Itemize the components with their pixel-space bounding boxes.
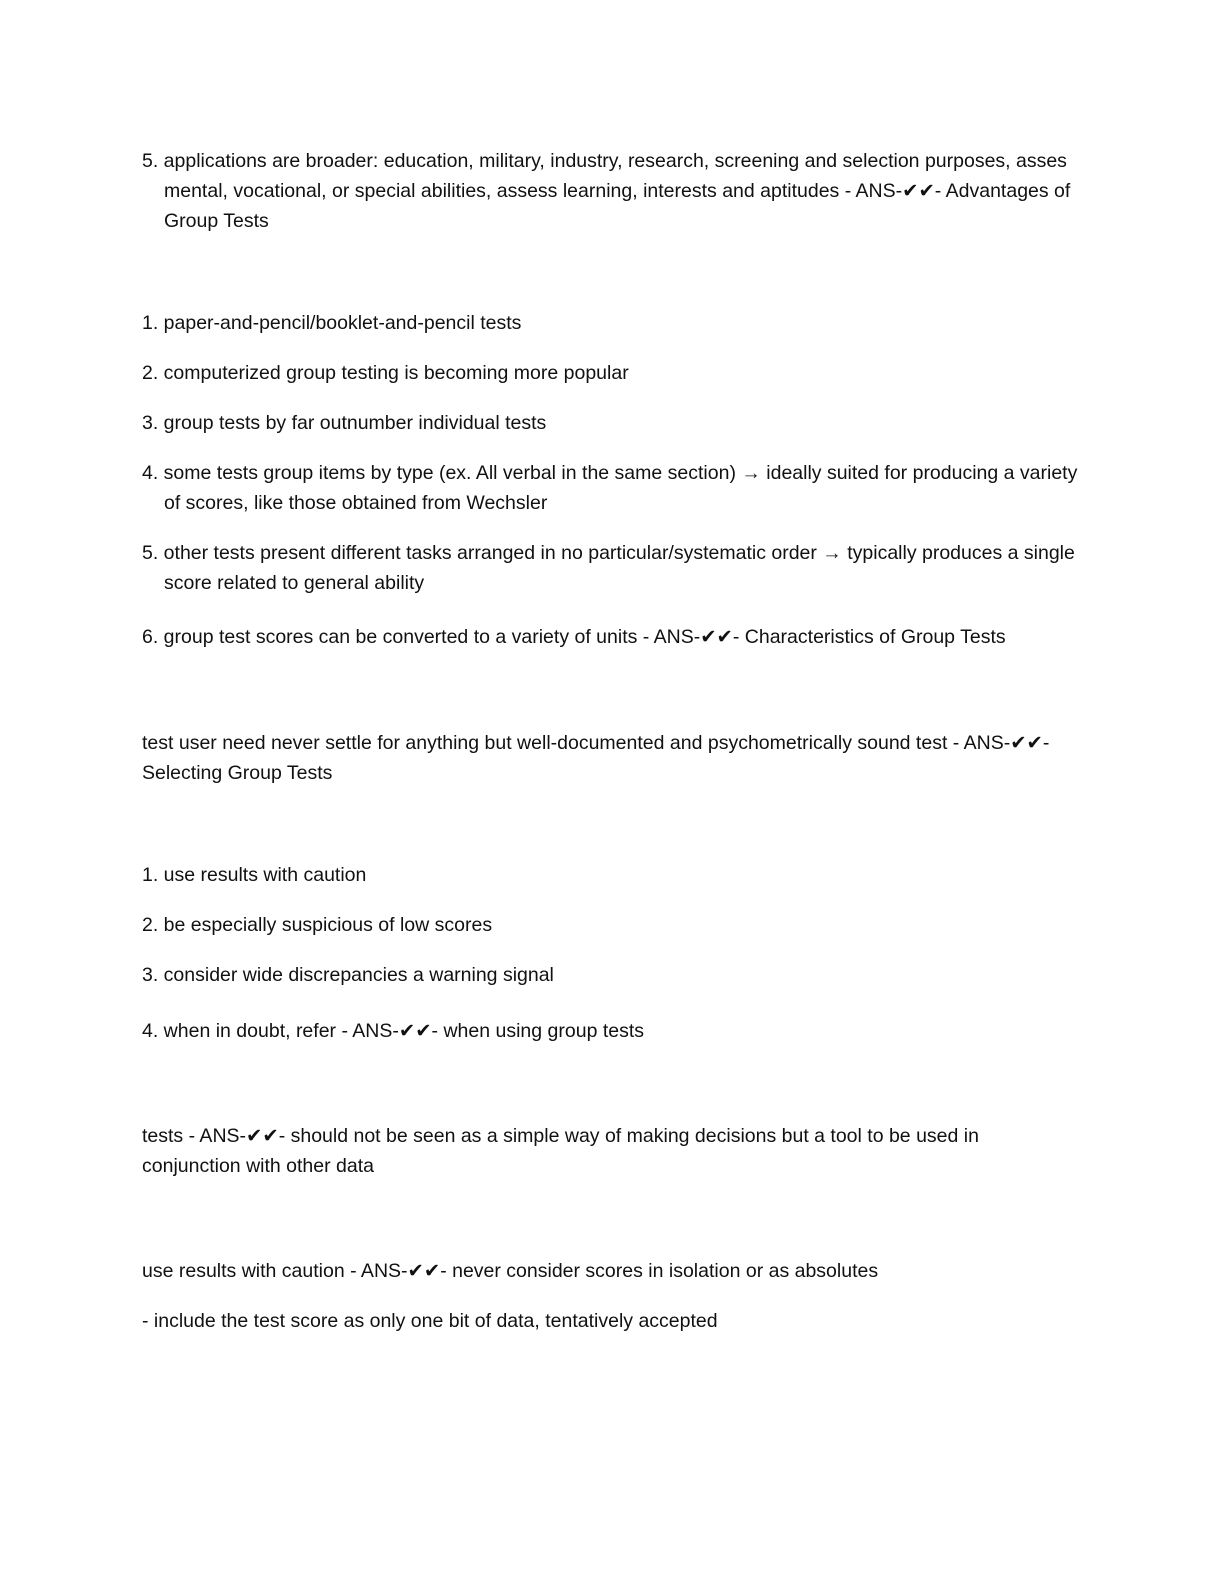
- characteristics-item-3: 3. group tests by far outnumber individual tests: [142, 412, 547, 434]
- advantages-of-group-tests-item-5: 5. applications are broader: education, military, industry, research, screening and selection purposes, asses mental, vocational, or special abilities, assess learning, interests and aptitudes - ANS-✔✔- Advantages of Group Tests: [142, 150, 1071, 232]
- characteristics-item-2: 2. computerized group testing is becoming more popular: [142, 362, 629, 384]
- using-group-tests-item-1: 1. use results with caution: [142, 864, 367, 886]
- tests-paragraph: tests - ANS-✔✔- should not be seen as a simple way of making decisions but a tool to be used in conjunction with other data: [142, 1125, 979, 1177]
- characteristics-item-5: 5. other tests present different tasks arranged in no particular/systematic order → typically produces a single score related to general ability: [142, 542, 1075, 594]
- use-results-with-caution-paragraph: use results with caution - ANS-✔✔- never consider scores in isolation or as absolutes: [142, 1260, 879, 1282]
- selecting-group-tests-paragraph: test user need never settle for anything but well-documented and psychometrically sound test - ANS-✔✔- Selecting Group Tests: [142, 732, 1050, 784]
- using-group-tests-item-4: 4. when in doubt, refer - ANS-✔✔- when using group tests: [142, 1020, 645, 1042]
- using-group-tests-item-3: 3. consider wide discrepancies a warning signal: [142, 964, 554, 986]
- characteristics-item-4: 4. some tests group items by type (ex. All verbal in the same section) → ideally suited for producing a variety of scores, like those obtained from Wechsler: [142, 462, 1078, 514]
- characteristics-item-6: 6. group test scores can be converted to a variety of units - ANS-✔✔- Characteristics of Group Tests: [142, 626, 1006, 648]
- characteristics-item-1: 1. paper-and-pencil/booklet-and-pencil tests: [142, 312, 522, 334]
- test-score-bullet: - include the test score as only one bit of data, tentatively accepted: [142, 1310, 718, 1332]
- using-group-tests-item-2: 2. be especially suspicious of low scores: [142, 914, 493, 936]
